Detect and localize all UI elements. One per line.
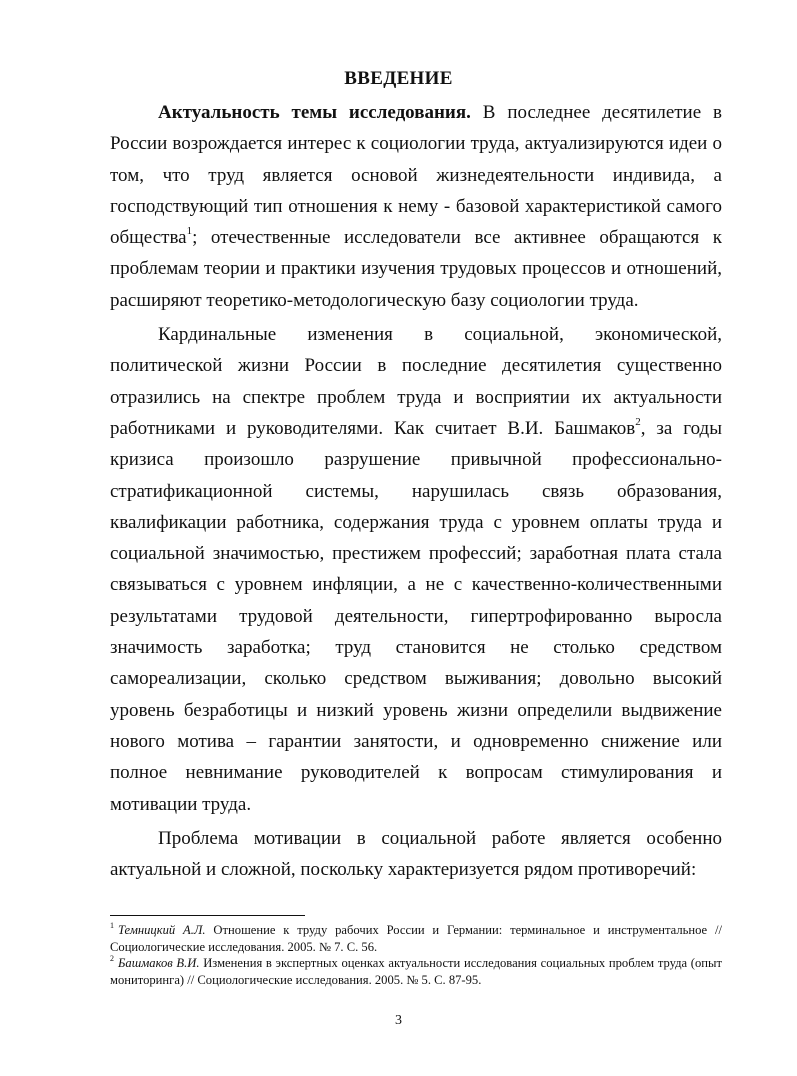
footnotes	[110, 922, 722, 988]
paragraph-motivation	[110, 823, 722, 886]
paragraph-relevance	[110, 97, 722, 316]
section-title: ВВЕДЕНИЕ	[344, 68, 453, 89]
paragraph-text: Кардинальные изменения в социальной, экономической, политической жизни России в последние десятилетия существенно отразились на спектре проблем труда и восприятии их актуальности работниками и руководителями. Как считает В.И. Башмаков	[110, 324, 722, 439]
paragraph-text: Проблема мотивации в социальной работе является особенно актуальной и сложной, поскольку характеризуется рядом противоречий:	[110, 827, 722, 881]
footnote-text: Отношение к труду рабочих России и Германии: терминальное и инструментальное // Социологические исследования. 2005. № 7. С. 56.	[110, 923, 722, 954]
footnote-ref-1[interactable]: 1	[186, 224, 193, 237]
footnote-divider	[110, 915, 305, 916]
footnote-number: 1	[110, 920, 114, 930]
page-number: 3	[395, 1013, 402, 1028]
body-text	[110, 97, 722, 885]
footnote-2	[110, 955, 722, 988]
footnote-number: 2	[110, 953, 114, 963]
footnote-ref-2[interactable]: 2	[635, 415, 641, 428]
paragraph-text: , за годы кризиса произошло разрушение привычной профессионально-стратификационной системы, нарушилась связь образования, квалификации работника, содержания труда с уровнем оплаты труда и социальной значимостью, престижем профессий; заработная плата стала связываться с уровнем инфляции, а не с качественно-количественными результатами трудовой деятельности, гипертрофированно выросла значимость заработка; труд становится не столько средством самореализации, сколько средством выживания; довольно высокий уровень безработицы и низкий уровень жизни определили выдвижение нового мотива – гарантии занятости, и одновременно снижение или полное невнимание руководителей к вопросам стимулирования и мотивации труда.	[110, 417, 722, 815]
paragraph-changes	[110, 319, 722, 820]
paragraph-text: В последнее десятилетие в России возрождается интерес к социологии труда, актуализируются идеи о том, что труд является основой жизнедеятельности индивида, а господствующий тип отношения к нему - базовой характеристикой самого общества	[110, 102, 723, 249]
footnote-text: Изменения в экспертных оценках актуальности исследования социальных проблем труда (опыт мониторинга) // Социологические исследования. 2005. № 5. С. 87-95.	[110, 956, 722, 987]
paragraph-text: ; отечественные исследователи все активнее обращаются к проблемам теории и практики изучения трудовых процессов и отношений, расширяют теоретико-методологическую базу социологии труда.	[110, 227, 722, 311]
footnote-author: Башмаков В.И.	[118, 956, 200, 970]
footnote-author: Темницкий А.Л.	[118, 923, 206, 937]
paragraph-lead: Актуальность темы исследования.	[158, 102, 471, 123]
footnote-1	[110, 922, 722, 955]
